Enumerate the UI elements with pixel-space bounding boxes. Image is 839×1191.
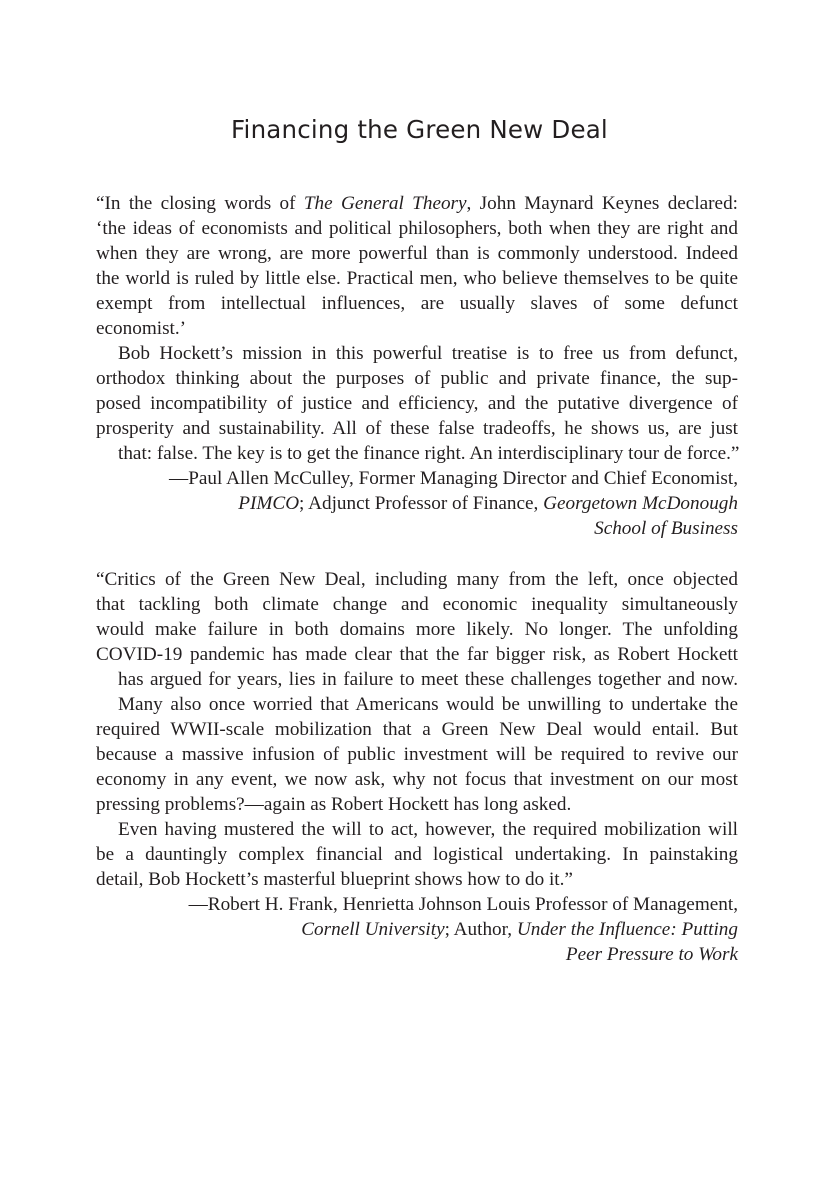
text-line bbox=[96, 842, 738, 867]
text-span: orthodox thinking about the purposes of public and private finance, the sup- bbox=[96, 368, 738, 389]
text-span: economist.’ bbox=[96, 318, 187, 339]
attribution-line bbox=[96, 917, 738, 942]
text-line bbox=[96, 867, 738, 892]
italic-text: The General Theory bbox=[303, 193, 467, 214]
text-line bbox=[96, 642, 738, 667]
text-line bbox=[96, 416, 738, 441]
text-span: economy in any event, we now ask, why not focus that investment on our most bbox=[96, 769, 738, 790]
text-line bbox=[96, 266, 738, 291]
text-line bbox=[96, 391, 738, 416]
text-line bbox=[96, 241, 738, 266]
text-line bbox=[96, 717, 738, 742]
text-span: ‘the ideas of economists and political philosophers, both when they are right and bbox=[96, 218, 738, 239]
text-span: Even having mustered the will to act, however, the required mobilization will bbox=[118, 819, 738, 840]
blurb-mcculley bbox=[96, 191, 738, 541]
text-line bbox=[96, 316, 738, 341]
text-line bbox=[96, 692, 738, 717]
blurb-frank bbox=[96, 567, 738, 967]
text-span: —Paul Allen McCulley, Former Managing Director and Chief Economist, bbox=[169, 468, 738, 489]
text-span: that tackling both climate change and economic inequality simultaneously bbox=[96, 594, 738, 615]
italic-text: School of Business bbox=[594, 518, 738, 539]
text-span: exempt from intellectual influences, are usually slaves of some defunct bbox=[96, 293, 738, 314]
text-span: prosperity and sustainability. All of these false tradeoffs, he shows us, are just bbox=[96, 418, 738, 439]
text-span: “In the closing words of bbox=[96, 193, 304, 214]
text-span: —Robert H. Frank, Henrietta Johnson Louis Professor of Management, bbox=[188, 894, 738, 915]
text-span: posed incompatibility of justice and efficiency, and the putative divergence of bbox=[96, 393, 738, 414]
text-span: “Critics of the Green New Deal, including many from the left, once objected bbox=[96, 569, 738, 590]
text-span: because a massive infusion of public investment will be required to revive our bbox=[96, 744, 738, 765]
text-span: when they are wrong, are more powerful than is commonly understood. Indeed bbox=[96, 243, 738, 264]
attribution-line bbox=[96, 491, 738, 516]
text-span: has argued for years, lies in failure to meet these challenges together and now. bbox=[118, 669, 738, 690]
text-span: Bob Hockett’s mission in this powerful treatise is to free us from defunct, bbox=[118, 343, 738, 364]
attribution-line bbox=[96, 516, 738, 541]
text-span: would make failure in both domains more likely. No longer. The unfolding bbox=[96, 619, 738, 640]
text-span: required WWII-scale mobilization that a Green New Deal would entail. But bbox=[96, 719, 738, 740]
text-span: , John Maynard Keynes declared: bbox=[466, 193, 738, 214]
italic-text: Peer Pressure to Work bbox=[565, 944, 738, 965]
text-span: ; Adjunct Professor of Finance, bbox=[299, 493, 544, 514]
text-line bbox=[96, 216, 738, 241]
text-span: be a dauntingly complex financial and logistical undertaking. In painstaking bbox=[96, 844, 738, 865]
italic-text: Cornell University bbox=[301, 919, 445, 940]
attribution-line bbox=[96, 466, 738, 491]
text-span: detail, Bob Hockett’s masterful blueprint shows how to do it.” bbox=[96, 869, 573, 890]
text-line bbox=[96, 291, 738, 316]
text-span: pressing problems?—again as Robert Hockett has long asked. bbox=[96, 794, 572, 815]
text-line bbox=[96, 366, 738, 391]
italic-text: Under the Influence: Putting bbox=[516, 919, 738, 940]
attribution-line bbox=[96, 892, 738, 917]
text-line bbox=[96, 617, 738, 642]
text-span: Many also once worried that Americans would be unwilling to undertake the bbox=[118, 694, 738, 715]
text-span: COVID-19 pandemic has made clear that the far bigger risk, as Robert Hockett bbox=[96, 644, 738, 665]
text-line bbox=[96, 742, 738, 767]
text-span: the world is ruled by little else. Practical men, who believe themselves to be quite bbox=[96, 268, 738, 289]
italic-text: Georgetown McDonough bbox=[543, 493, 738, 514]
text-line bbox=[96, 567, 738, 592]
text-line bbox=[96, 592, 738, 617]
attribution-line bbox=[96, 942, 738, 967]
text-span: that: false. The key is to get the finance right. An interdisciplinary tour de force.” bbox=[118, 443, 740, 464]
text-line bbox=[96, 792, 738, 817]
text-line bbox=[96, 191, 738, 216]
text-line bbox=[96, 667, 738, 692]
italic-text: PIMCO bbox=[238, 493, 300, 514]
text-line bbox=[96, 767, 738, 792]
page-title: Financing the Green New Deal bbox=[231, 115, 608, 144]
text-line bbox=[96, 341, 738, 366]
text-span: ; Author, bbox=[444, 919, 517, 940]
text-line bbox=[96, 817, 738, 842]
text-line bbox=[96, 441, 738, 466]
